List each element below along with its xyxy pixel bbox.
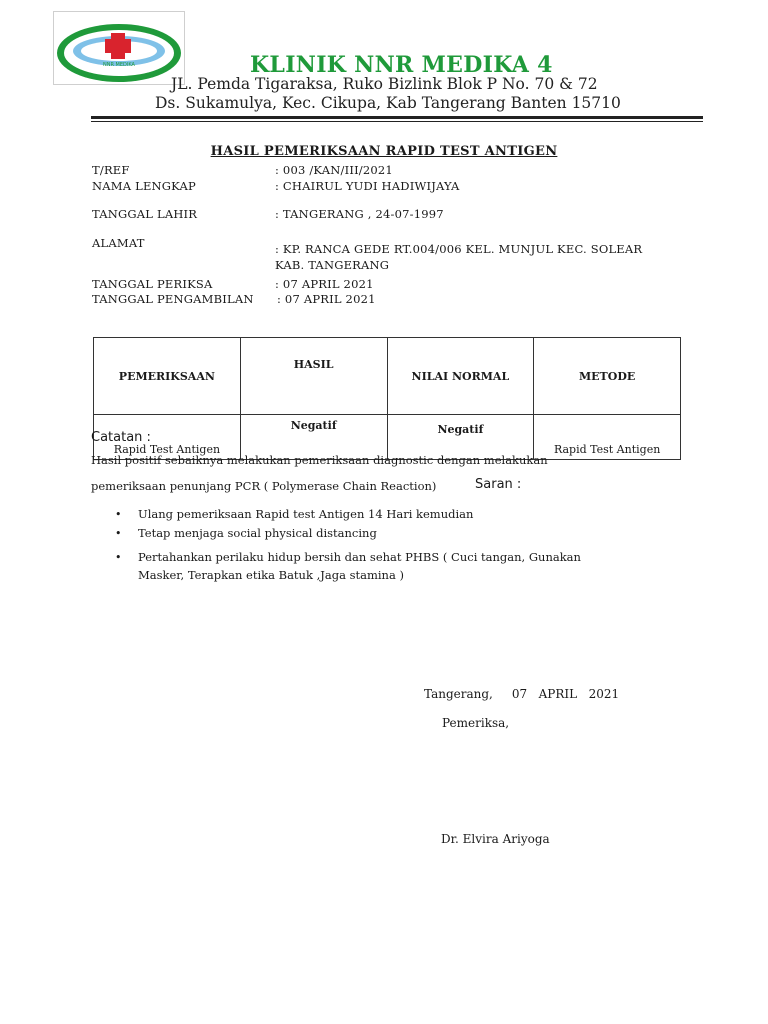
signature-role: Pemeriksa,: [442, 716, 510, 730]
cell-hasil: Negatif: [240, 415, 387, 460]
clinic-address-line1: JL. Pemda Tigaraksa, Ruko Bizlink Blok P No. 70 & 72: [171, 75, 598, 93]
address-value-line2: KAB. TANGERANG: [275, 258, 390, 272]
clinic-logo-emblem-icon: [54, 12, 184, 84]
advice-item-3-cont: Masker, Terapkan etika Batuk ,Jaga stamina ): [138, 568, 404, 582]
document-title: HASIL PEMERIKSAAN RAPID TEST ANTIGEN: [210, 144, 558, 159]
bullet-icon: •: [115, 508, 122, 521]
sample-date-value: : 07 APRIL 2021: [277, 292, 376, 306]
name-value: : CHAIRUL YUDI HADIWIJAYA: [275, 179, 460, 193]
advice-item-2: Tetap menjaga social physical distancing: [138, 526, 377, 540]
name-label: NAMA LENGKAP: [92, 179, 196, 193]
clinic-logo: [53, 11, 185, 85]
results-header-row: [94, 338, 681, 415]
signature-place-date: Tangerang, 07 APRIL 2021: [424, 687, 620, 701]
clinic-address-line2: Ds. Sukamulya, Kec. Cikupa, Kab Tangerang Banten 15710: [155, 94, 621, 112]
results-table: [93, 337, 681, 460]
header-pemeriksaan: PEMERIKSAAN: [94, 338, 241, 415]
header-divider-thick: [91, 116, 703, 119]
cell-nilai-normal: Negatif: [387, 415, 534, 460]
exam-date-value: : 07 APRIL 2021: [275, 277, 374, 291]
ref-label: T/REF: [92, 163, 130, 177]
saran-label: Saran :: [475, 477, 522, 492]
birth-label: TANGGAL LAHIR: [92, 207, 198, 221]
advice-item-3: Pertahankan perilaku hidup bersih dan sehat PHBS ( Cuci tangan, Gunakan: [138, 550, 581, 564]
cell-pemeriksaan: Rapid Test Antigen: [94, 415, 241, 460]
clinic-name: KLINIK NNR MEDIKA 4: [250, 52, 553, 78]
exam-date-label: TANGGAL PERIKSA: [92, 277, 213, 291]
notes-title: Catatan :: [91, 430, 151, 445]
cell-metode: Rapid Test Antigen: [534, 415, 681, 460]
address-label: ALAMAT: [92, 236, 145, 250]
logo-text: NNR MEDIKA: [103, 62, 135, 68]
header-hasil: HASIL: [240, 338, 387, 415]
sample-date-label: TANGGAL PENGAMBILAN: [92, 292, 254, 306]
signature-name: Dr. Elvira Ariyoga: [441, 832, 550, 846]
header-nilai-normal: NILAI NORMAL: [387, 338, 534, 415]
address-value-line1: : KP. RANCA GEDE RT.004/006 KEL. MUNJUL KEC. SOLEAR: [275, 242, 643, 256]
ref-value: : 003 /KAN/III/2021: [275, 163, 393, 177]
bullet-icon: •: [115, 551, 122, 564]
advice-item-1: Ulang pemeriksaan Rapid test Antigen 14 Hari kemudian: [138, 507, 474, 521]
header-metode: METODE: [534, 338, 681, 415]
notes-line1: Hasil positif sebaiknya melakukan pemeriksaan diagnostic dengan melakukan: [91, 453, 548, 467]
birth-value: : TANGERANG , 24-07-1997: [275, 207, 444, 221]
notes-line2: pemeriksaan penunjang PCR ( Polymerase Chain Reaction): [91, 479, 437, 493]
header-divider-thin: [91, 121, 703, 122]
bullet-icon: •: [115, 527, 122, 540]
